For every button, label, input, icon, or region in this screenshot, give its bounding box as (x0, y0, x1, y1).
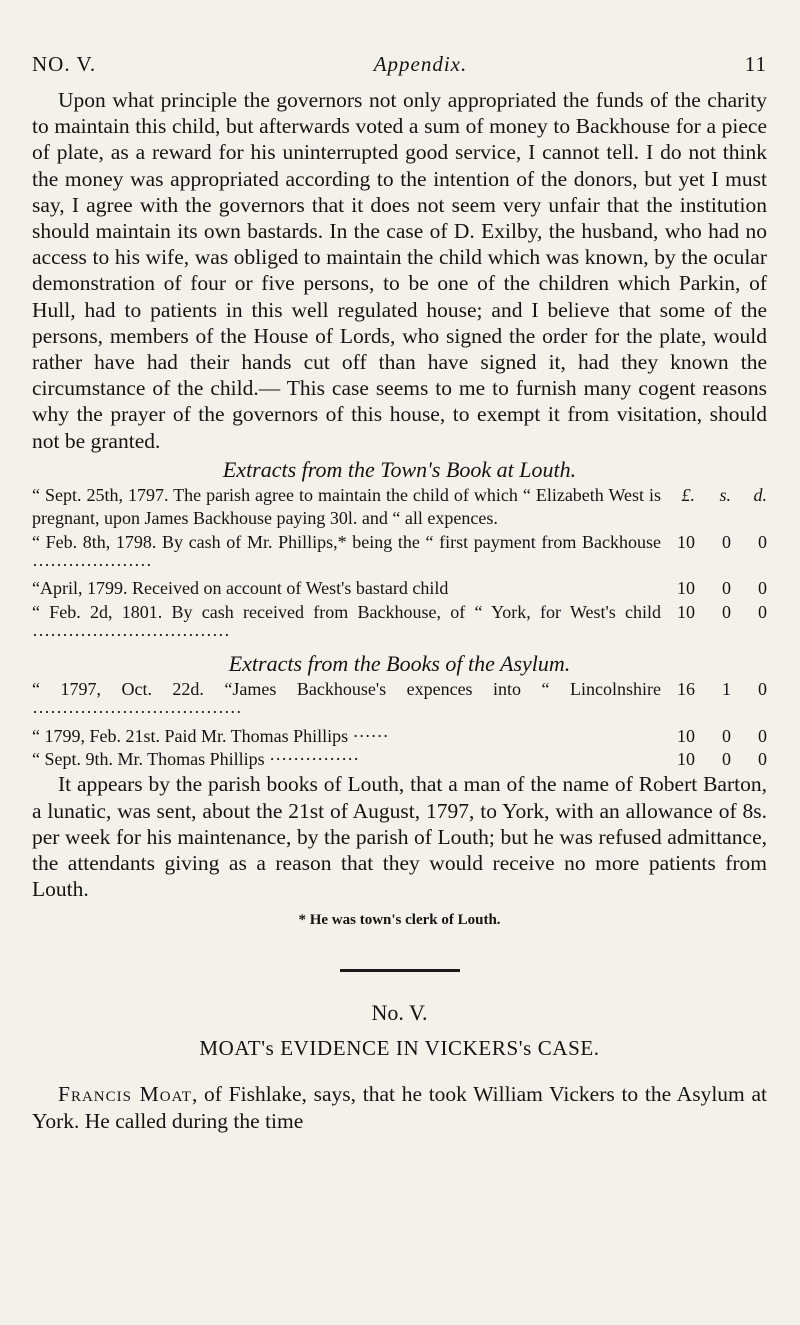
footnote: * He was town's clerk of Louth. (298, 912, 501, 929)
amount-shillings: 0 (722, 601, 731, 622)
page-number: 11 (744, 52, 767, 76)
section-number: No. V. (371, 1000, 428, 1026)
running-title: Appendix. (373, 52, 468, 76)
amount-pounds: 10 (677, 748, 695, 769)
ledger-row (32, 531, 767, 578)
ledger-row (32, 678, 767, 725)
ledger-amount (661, 531, 767, 554)
page (32, 52, 767, 1134)
ledger-amount (661, 577, 767, 600)
amount-shillings: 0 (722, 725, 731, 746)
currency-pounds: £. (681, 484, 695, 505)
ledger-entry-text: “ Feb. 8th, 1798. By cash of Mr. Phillips,* being the “ first payment from Backhouse ···················· (32, 531, 661, 576)
ledger-entry-text: “ Sept. 9th. Mr. Thomas Phillips ··············· (32, 748, 360, 769)
amount-pence: 0 (758, 578, 767, 599)
heading-town-book: Extracts from the Town's Book at Louth. (222, 456, 577, 482)
ledger-amount (661, 601, 767, 624)
amount-pounds: 16 (677, 678, 695, 699)
paragraph-moat-text: , of Fishlake, says, that he took William Vickers to the Asylum at York. He called during the time (32, 1082, 767, 1133)
paragraph-governors: Upon what principle the governors not only appropriated the funds of the charity to maintain this child, but afterwards voted a sum of money to Backhouse for a piece of plate, as a reward for his uninterrupted good service, I cannot tell. I do not think the money was appropriated according to the intention of the donors, but yet I must say, I agree with the governors that it does not seem very unfair that the institution should maintain its own bastards. In the case of D. Exilby, the husband, who had no access to his wife, was obliged to maintain the child which was known, by the ocular demonstration of four or five persons, to be one of the children which Parkin, of Hull, had to patients in this well regulated house; and I believe that some of the persons, members of the House of Lords, who signed the order for the plate, would rather have had their hands cut off than have signed it, had they known the circumstance of the child.— This case seems to me to furnish many cogent reasons why the prayer of the governors of this house, to exempt it from visitation, should not be granted. (32, 88, 767, 453)
ledger-entry-text: “ Feb. 2d, 1801. By cash received from Backhouse, of “ York, for West's child ································· (32, 601, 661, 646)
currency-pence: d. (753, 484, 767, 505)
currency-header (661, 484, 767, 507)
amount-pence: 0 (758, 678, 767, 699)
section-divider (340, 969, 460, 972)
ledger-row (32, 601, 767, 648)
amount-pounds: 10 (677, 531, 695, 552)
amount-pounds: 10 (677, 725, 695, 746)
ledger-entry-text: “ 1799, Feb. 21st. Paid Mr. Thomas Phillips ······ (32, 725, 389, 746)
running-head (32, 52, 767, 77)
heading-asylum-books: Extracts from the Books of the Asylum. (228, 650, 571, 676)
amount-pence: 0 (758, 531, 767, 552)
ledger-amount (661, 748, 767, 771)
amount-pence: 0 (758, 725, 767, 746)
paragraph-barton: It appears by the parish books of Louth, that a man of the name of Robert Barton, a lunatic, was sent, about the 21st of August, 1797, to York, with an allowance of 8s. per week for his maintenance, by the parish of Louth; but he was refused admittance, the attendants giving as a reason that they would receive no more patients from Louth. (32, 772, 767, 902)
section-label: NO. V. (32, 52, 97, 76)
amount-shillings: 0 (722, 531, 731, 552)
ledger-asylum-books (32, 678, 767, 772)
amount-pence: 0 (758, 601, 767, 622)
ledger-amount (661, 725, 767, 748)
ledger-town-book (32, 484, 767, 648)
amount-pounds: 10 (677, 601, 695, 622)
ledger-row (32, 725, 767, 748)
ledger-amount (661, 678, 767, 701)
ledger-row (32, 577, 767, 600)
paragraph-moat (32, 1081, 767, 1133)
ledger-entry-text: “April, 1799. Received on account of West's bastard child (32, 578, 449, 599)
ledger-lead-entry: “ Sept. 25th, 1797. The parish agree to maintain the child of which “ Elizabeth West is pregnant, upon James Backhouse paying 30l. and “ all expences. (32, 484, 661, 529)
amount-pounds: 10 (677, 578, 695, 599)
ledger-lead-row (32, 484, 767, 531)
amount-shillings: 0 (722, 748, 731, 769)
ledger-entry-text: “ 1797, Oct. 22d. “James Backhouse's expences into “ Lincolnshire ··································· (32, 678, 661, 723)
currency-shillings: s. (719, 484, 731, 505)
ledger-row (32, 748, 767, 771)
amount-pence: 0 (758, 748, 767, 769)
witness-name: Francis Moat (58, 1082, 192, 1107)
amount-shillings: 0 (722, 578, 731, 599)
section-title: MOAT's EVIDENCE IN VICKERS's CASE. (199, 1036, 600, 1061)
amount-shillings: 1 (722, 678, 731, 699)
